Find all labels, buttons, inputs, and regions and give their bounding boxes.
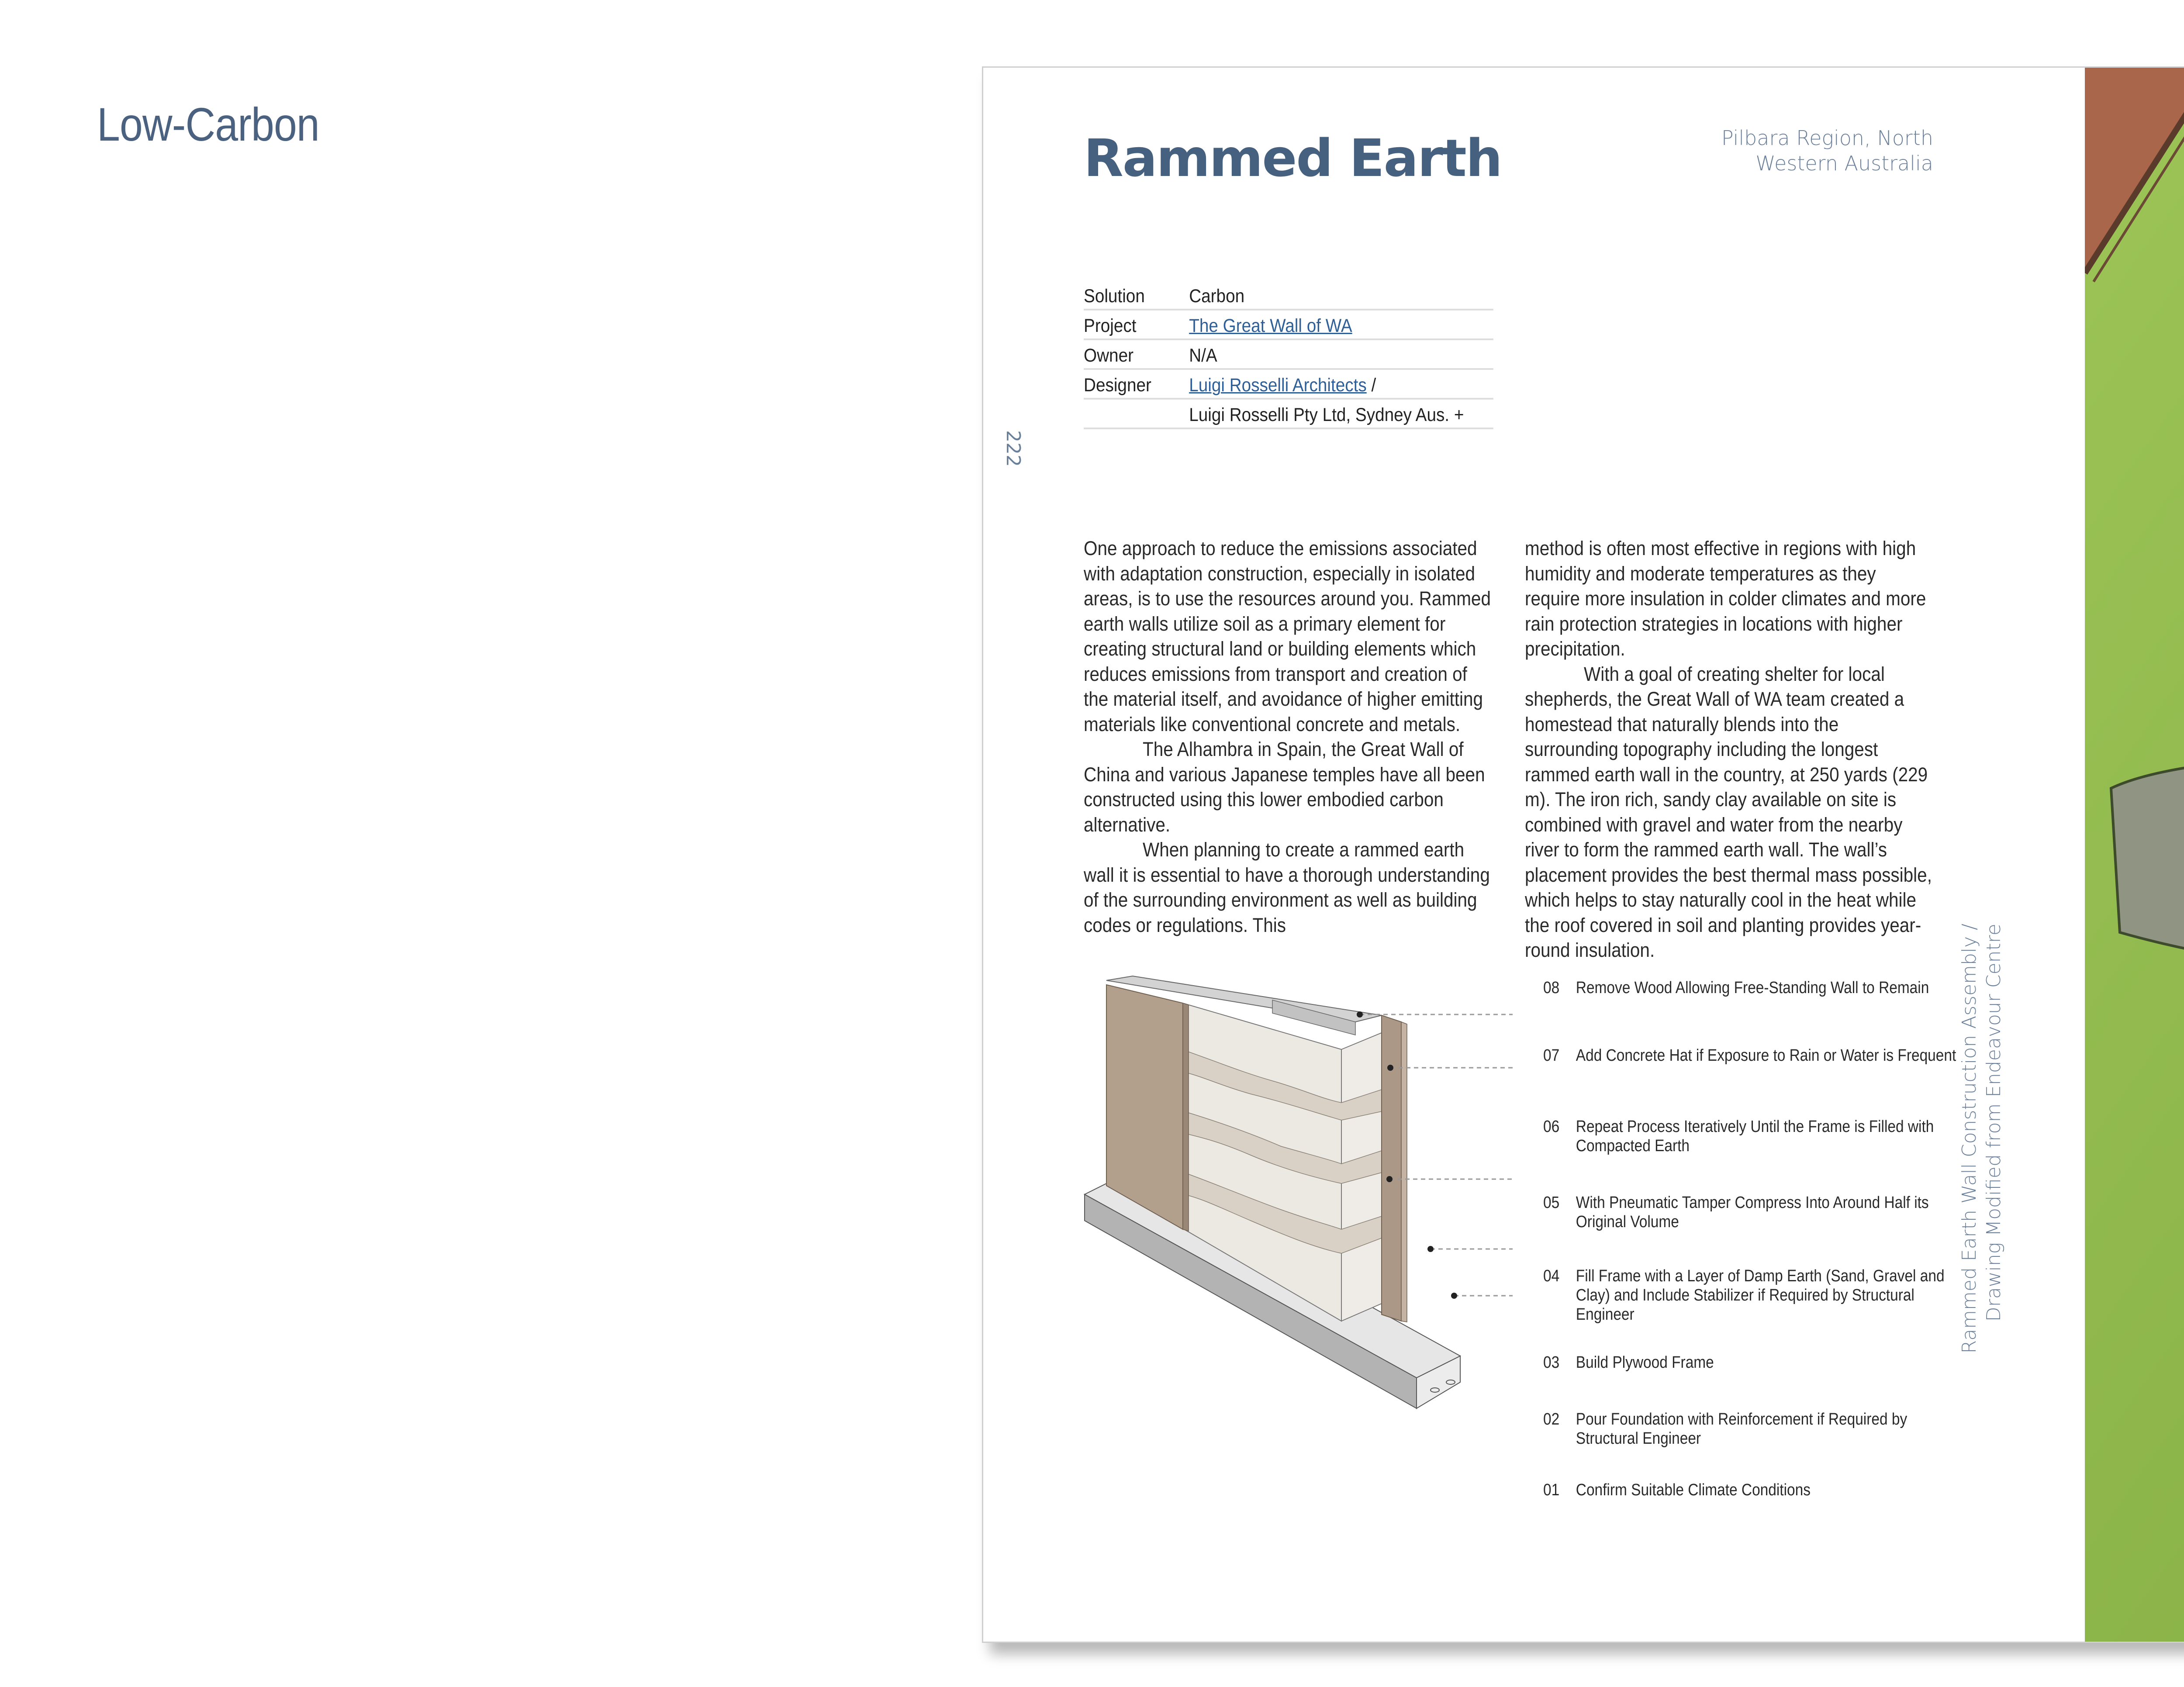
step-text: Fill Frame with a Layer of Damp Earth (Sand, Gravel and Clay) and Include Stabilizer if Required by Structural Engineer xyxy=(1576,1267,1945,1324)
meta-row-designer xyxy=(1084,370,1493,400)
project-link[interactable]: The Great Wall of WA xyxy=(1189,315,1352,336)
body-paragraph: method is often most effective in regions with high humidity and moderate temperatures as they require more insulation in colder climates and more rain protection strategies in locations with higher precipitation. xyxy=(1525,537,1926,660)
location-text xyxy=(1628,125,1933,176)
step-02 xyxy=(1543,1410,1966,1448)
aerial-photo xyxy=(2085,68,2184,1642)
step-number: 07 xyxy=(1543,1046,1560,1065)
body-paragraph: When planning to create a rammed earth wall it is essential to have a thorough understanding of the surrounding environment as well as building codes or regulations. This xyxy=(1084,838,1490,936)
figure-caption-line-1: Rammed Earth Wall Construction Assembly / xyxy=(1958,924,1980,1354)
meta-table xyxy=(1084,281,1493,429)
step-text: With Pneumatic Tamper Compress Into Around Half its Original Volume xyxy=(1576,1194,1929,1231)
step-number: 04 xyxy=(1543,1267,1560,1285)
meta-value: N/A xyxy=(1189,345,1217,366)
figure-caption xyxy=(1957,924,2006,1365)
meta-row-owner xyxy=(1084,340,1493,370)
step-number: 01 xyxy=(1543,1481,1560,1499)
meta-key: Solution xyxy=(1084,286,1145,307)
meta-row-project xyxy=(1084,310,1493,340)
meta-value: Carbon xyxy=(1189,286,1245,307)
step-07 xyxy=(1543,1046,1966,1065)
step-text: Repeat Process Iteratively Until the Frame is Filled with Compacted Earth xyxy=(1576,1118,1934,1155)
right-page-photo xyxy=(2085,68,2184,1642)
step-number: 06 xyxy=(1543,1118,1560,1136)
step-08 xyxy=(1543,978,1966,997)
left-page xyxy=(983,68,2084,1642)
step-text: Confirm Suitable Climate Conditions xyxy=(1576,1481,1811,1499)
step-04 xyxy=(1543,1266,1966,1324)
meta-key: Designer xyxy=(1084,375,1151,396)
book-spread xyxy=(982,66,2184,1643)
step-number: 02 xyxy=(1543,1410,1560,1428)
plywood-rear-edge xyxy=(1401,1022,1407,1322)
step-06 xyxy=(1543,1117,1966,1156)
step-number: 08 xyxy=(1543,979,1560,997)
page-number-left: 222 xyxy=(1002,430,1024,467)
step-text: Pour Foundation with Reinforcement if Required by Structural Engineer xyxy=(1576,1410,1908,1448)
body-paragraph: With a goal of creating shelter for local shepherds, the Great Wall of WA team created a homestead that naturally blends into the surrounding topography including the longest rammed earth wall in the country, at 250 yards (229 m). The iron rich, sandy clay available on site is combined with gravel and water from the nearby river to form the rammed earth wall. The wall’s placement provides the best thermal mass possible, which helps to stay naturally cool in the heat while the roof covered in soil and planting provides year-round insulation. xyxy=(1525,662,1932,961)
plywood-rear-panel xyxy=(1382,1015,1401,1321)
step-03 xyxy=(1543,1353,1966,1372)
step-text: Remove Wood Allowing Free-Standing Wall to Remain xyxy=(1576,979,1929,997)
step-number: 05 xyxy=(1543,1194,1560,1212)
body-paragraph: One approach to reduce the emissions associated with adaptation construction, especially in isolated areas, is to use the resources around you. Rammed earth walls utilize soil as a primary element for creating structural land or building elements which reduces emissions from transport and creation of the material itself, and avoidance of higher emitting materials like conventional concrete and metals. xyxy=(1084,537,1491,735)
meta-key: Project xyxy=(1084,315,1137,336)
body-column-2 xyxy=(1525,536,1934,963)
step-01 xyxy=(1543,1480,1966,1500)
step-number: 03 xyxy=(1543,1353,1560,1372)
step-text: Build Plywood Frame xyxy=(1576,1353,1714,1372)
meta-value: Luigi Rosselli Pty Ltd, Sydney Aus. + xyxy=(1189,404,1464,425)
designer-link[interactable]: Luigi Rosselli Architects xyxy=(1189,375,1367,396)
meta-row-solution xyxy=(1084,281,1493,310)
page-title: Rammed Earth xyxy=(1084,128,1502,188)
meta-row-designer-cont xyxy=(1084,400,1493,429)
designer-suffix: / xyxy=(1366,375,1376,396)
location-line-1: Pilbara Region, North xyxy=(1721,126,1933,150)
plywood-panel xyxy=(1106,985,1183,1229)
plywood-panel-edge xyxy=(1183,1003,1189,1231)
step-text: Add Concrete Hat if Exposure to Rain or Water is Frequent xyxy=(1576,1046,1956,1065)
step-05 xyxy=(1543,1193,1966,1232)
figure-caption-line-2: Drawing Modified from Endeavour Centre xyxy=(1983,924,2005,1322)
body-paragraph: The Alhambra in Spain, the Great Wall of China and various Japanese temples have all been constructed using this lower embodied carbon alternative. xyxy=(1084,738,1485,836)
body-column-1 xyxy=(1084,536,1493,938)
location-line-2: Western Australia xyxy=(1755,152,1933,175)
meta-key: Owner xyxy=(1084,345,1133,366)
section-label: Low-Carbon xyxy=(97,98,319,151)
rammed-earth-diagram xyxy=(1076,967,1513,1500)
